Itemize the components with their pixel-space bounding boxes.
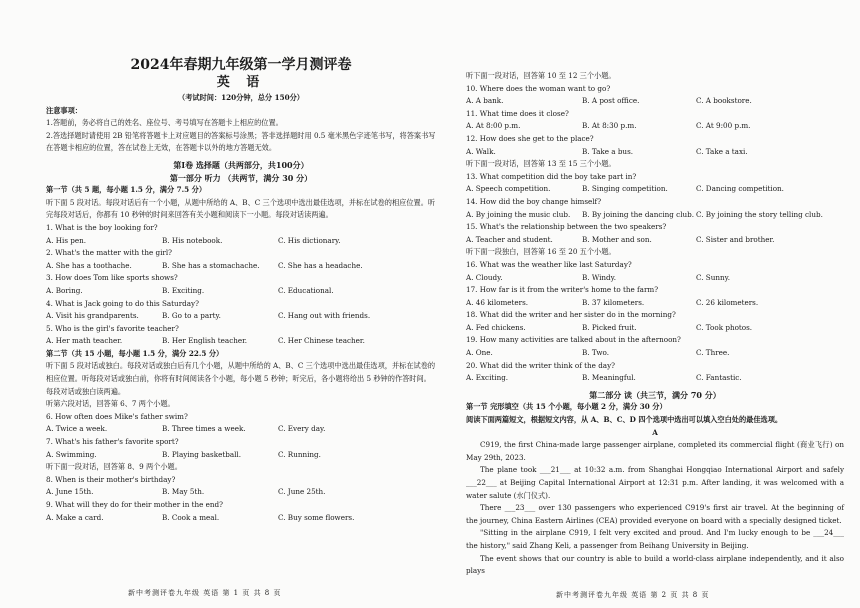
question-options <box>46 235 436 248</box>
option-a: A. Boring. <box>46 285 83 295</box>
question-block <box>466 334 844 359</box>
option-b: B. Playing basketball. <box>162 449 241 459</box>
option-c: C. His dictionary. <box>278 235 341 245</box>
option-a: A. Speech competition. <box>466 184 551 194</box>
dialog-instruction: 听下面一段对话，回答第 10 至 12 三个小题。 <box>466 71 616 80</box>
section1-instructions: 听下面 5 段对话。每段对话后有一个小题，从题中所给的 A、B、C 三个选项中选出最佳选项，并标在试卷的相应位置。听完每段对话后，你都有 10 秒钟的时间来回答有关小题和阅读下一小题。每段对话读两遍。 <box>46 197 436 220</box>
option-b: B. By joining the dancing club. <box>582 209 695 219</box>
question-block <box>46 323 436 348</box>
passage-label: A <box>652 427 658 437</box>
question-text: 2. What's the matter with the girl? <box>46 248 172 258</box>
question-options <box>466 372 844 385</box>
passage-paragraph: "Sitting in the airplane C919, I felt very excited and proud. And I'm lucky enough to be ___24___ the history," said Zhang Keli, a passenger from Beihang University in Beijing. <box>466 528 844 550</box>
option-a: A. Walk. <box>466 146 496 156</box>
passage-paragraph: C919, the first China-made large passenger airplane, completed its commercial flight (商业飞行) on May 29th, 2023. <box>466 440 844 462</box>
passage-paragraph: The plane took ___21___ at 10:32 a.m. from Shanghai Hongqiao International Airport and safely ___22___ at Beijing Capital International Airport at 12:31 p.m. After landing, it was welcomed with a water salute (水门仪式). <box>466 465 844 500</box>
option-a: A. Visit his grandparents. <box>46 311 139 321</box>
question-text: 10. Where does the woman want to go? <box>466 83 611 93</box>
question-text: 13. What competition did the boy take part in? <box>466 171 637 181</box>
question-block <box>466 108 844 133</box>
option-c: C. Sunny. <box>696 272 731 282</box>
option-a: A. Exciting. <box>466 373 509 383</box>
exam-subject: 英 语 <box>216 75 266 90</box>
option-b: B. Her English teacher. <box>162 336 248 346</box>
cloze-heading: 第一节 完形填空（共 15 个小题，每小题 2 分，满分 30 分） <box>466 402 667 412</box>
question-text: 20. What did the writer think of the day? <box>466 360 615 370</box>
monologue-instruction: 听下面一段独白，回答第 16 至 20 五个小题。 <box>466 247 616 257</box>
question-options <box>46 486 436 499</box>
question-options <box>46 423 436 436</box>
question-text: 5. Who is the girl's favorite teacher? <box>46 323 179 333</box>
option-c: C. Educational. <box>278 285 334 295</box>
option-a: A. Make a card. <box>46 512 104 522</box>
question-options <box>46 449 436 462</box>
notice-item: 1.答题前，务必将自己的姓名、座位号、考号填写在答题卡上相应的位置。 <box>46 118 283 128</box>
passage-paragraph: There ___23___ over 130 passengers who experienced C919's first air travel. At the beginning of the journey, China Eastern Airlines (CEA) provided everyone on board with a specially designed ticket. <box>466 503 844 525</box>
question-options <box>46 310 436 323</box>
option-c: C. Took photos. <box>696 322 753 332</box>
question-block <box>466 196 844 221</box>
question-options <box>466 297 844 310</box>
option-a: A. Swimming. <box>46 449 97 459</box>
dialog-instruction: 听第六段对话，回答第 6、7 两个小题。 <box>46 399 175 409</box>
question-block <box>46 499 436 524</box>
question-options <box>466 95 844 108</box>
option-b: B. Exciting. <box>162 285 205 295</box>
option-c: C. Sister and brother. <box>696 234 775 244</box>
option-c: C. Three. <box>696 348 730 358</box>
section2-instructions: 听下面 5 段对话或独白。每段对话或独白后有几个小题，从题中所给的 A、B、C 三个选项中选出最佳选项，并标在试卷的相应位置。听每段对话或独白前，你将有时间阅读各个小题，每小题 5 秒钟；听完后，各小题将给出 5 秒钟的作答时间。每段对话或独白读两遍。 <box>46 361 436 396</box>
question-text: 15. What's the relationship between the two speakers? <box>466 222 667 232</box>
question-options <box>466 120 844 133</box>
option-b: B. A post office. <box>582 96 640 106</box>
question-options <box>466 347 844 360</box>
option-a: A. A bank. <box>466 96 504 106</box>
option-c: C. By joining the story telling club. <box>696 209 823 219</box>
question-options <box>466 209 844 222</box>
option-a: A. Cloudy. <box>466 272 503 282</box>
question-block <box>466 221 844 246</box>
option-b: B. Cook a meal. <box>162 512 220 522</box>
question-block <box>466 83 844 108</box>
question-options <box>466 322 844 335</box>
option-b: B. Two. <box>582 348 610 358</box>
option-b: B. Go to a party. <box>162 311 221 321</box>
option-a: A. Her math teacher. <box>46 336 123 346</box>
cloze-instructions: 阅读下面两篇短文，根据短文内容，从 A、B、C、D 四个选项中选出可以填入空白处的最佳选项。 <box>466 415 783 425</box>
question-text: 9. What will they do for their mother in the end? <box>46 500 224 509</box>
question-block <box>46 247 436 272</box>
question-block <box>466 133 844 158</box>
part1-subtitle: 第一部分 听力 （共两节，满分 30 分） <box>169 172 313 183</box>
option-b: B. Picked fruit. <box>582 322 637 332</box>
exam-title: 2024年春期九年级第一学月测评卷 <box>130 57 352 73</box>
question-block <box>46 474 436 499</box>
question-text: 14. How did the boy change himself? <box>466 196 602 206</box>
option-a: A. 46 kilometers. <box>466 297 529 307</box>
question-text: 12. How does she get to the place? <box>466 133 594 143</box>
dialog-instruction: 听下面一段对话，回答第 13 至 15 三个小题。 <box>466 159 616 169</box>
option-b: B. 37 kilometers. <box>582 297 645 307</box>
page-1 <box>46 40 436 524</box>
question-text: 7. What's his father's favorite sport? <box>46 437 179 447</box>
question-block <box>46 298 436 323</box>
question-block <box>46 222 436 247</box>
question-text: 8. When is their mother's birthday? <box>46 474 176 484</box>
option-a: A. One. <box>466 348 493 358</box>
question-text: 16. What was the weather like last Saturday? <box>466 259 632 269</box>
option-b: B. May 5th. <box>162 487 205 497</box>
option-c: C. Hang out with friends. <box>278 311 371 321</box>
option-a: A. June 15th. <box>46 487 94 497</box>
option-b: B. Meaningful. <box>582 373 636 383</box>
option-b: B. Singing competition. <box>582 184 668 194</box>
option-c: C. She has a headache. <box>278 260 363 270</box>
question-options <box>46 335 436 348</box>
option-b: B. Three times a week. <box>162 424 246 434</box>
question-options <box>466 183 844 196</box>
option-c: C. June 25th. <box>278 487 326 497</box>
question-options <box>46 512 436 525</box>
question-block <box>466 171 844 196</box>
option-a: A. Fed chickens. <box>466 322 526 332</box>
page-footer: 新中考测评卷九年级 英语 第 2 页 共 8 页 <box>556 591 710 599</box>
option-a: A. Twice a week. <box>46 424 108 434</box>
option-b: B. She has a stomachache. <box>162 260 260 270</box>
option-b: B. His notebook. <box>162 235 223 245</box>
question-options <box>466 234 844 247</box>
notice-title: 注意事项： <box>46 105 82 115</box>
page-2 <box>466 70 844 578</box>
question-block <box>46 436 436 461</box>
option-a: A. By joining the music club. <box>466 209 571 219</box>
question-text: 4. What is Jack going to do this Saturday? <box>46 298 199 308</box>
question-text: 17. How far is it from the writer's home to the farm? <box>466 285 659 295</box>
option-a: A. She has a toothache. <box>46 260 132 270</box>
option-c: C. A bookstore. <box>696 96 752 106</box>
option-b: B. Take a bus. <box>582 146 634 156</box>
page-footer: 新中考测评卷九年级 英语 第 1 页 共 8 页 <box>128 589 282 597</box>
option-b: B. Windy. <box>582 272 617 282</box>
question-block <box>466 284 844 309</box>
question-text: 11. What time does it close? <box>466 108 569 118</box>
question-block <box>466 360 844 385</box>
option-c: C. Running. <box>278 449 321 459</box>
question-options <box>46 285 436 298</box>
option-c: C. Fantastic. <box>696 373 742 383</box>
question-block <box>466 309 844 334</box>
question-text: 19. How many activities are talked about in the afternoon? <box>466 335 681 345</box>
part1-title: 第Ⅰ卷 选择题（共两部分，共100分） <box>173 159 309 170</box>
section2-heading: 第二节（共 15 小题，每小题 1.5 分，满分 22.5 分） <box>46 348 224 358</box>
section1-heading: 第一节（共 5 题，每小题 1.5 分，满分 7.5 分） <box>46 185 207 195</box>
option-c: C. At 9:00 p.m. <box>696 121 751 131</box>
dialog-instruction: 听下面一段对话，回答第 8、9 两个小题。 <box>46 462 182 472</box>
option-c: C. Every day. <box>278 424 326 434</box>
question-text: 6. How often does Mike's father swim? <box>46 411 188 421</box>
question-text: 1. What is the boy looking for? <box>46 222 158 232</box>
question-block <box>46 272 436 297</box>
option-a: A. His pen. <box>46 235 87 245</box>
option-b: B. At 8:30 p.m. <box>582 121 637 131</box>
part2-title: 第二部分 读（共三节，满分 70 分） <box>589 389 721 400</box>
question-text: 18. What did the writer and her sister do in the morning? <box>466 310 676 320</box>
question-options <box>466 272 844 285</box>
question-options <box>466 146 844 159</box>
question-options <box>46 260 436 273</box>
exam-info: （考试时间：120分钟，总分 150分） <box>178 93 304 102</box>
option-b: B. Mother and son. <box>582 234 652 244</box>
question-text: 3. How does Tom like sports shows? <box>46 273 178 283</box>
notice-item: 2.答选择题时请使用 2B 铅笔将答题卡上对应题目的答案标号涂黑；答非选择题时用 0.5 毫米黑色字迹笔书写，将答案书写在答题卡相应的位置，答在试卷上无效，在答题卡以外的地方答题无效。 <box>46 130 436 153</box>
option-c: C. 26 kilometers. <box>696 297 759 307</box>
question-block <box>46 411 436 436</box>
option-c: C. Take a taxi. <box>696 146 748 156</box>
option-c: C. Buy some flowers. <box>278 512 355 522</box>
option-c: C. Her Chinese teacher. <box>278 336 365 346</box>
question-block <box>466 259 844 284</box>
option-a: A. Teacher and student. <box>466 234 553 244</box>
option-a: A. At 8:00 p.m. <box>466 121 521 131</box>
passage-paragraph: The event shows that our country is able to build a world-class airplane independently, and it also plays <box>466 553 844 576</box>
option-c: C. Dancing competition. <box>696 184 784 194</box>
